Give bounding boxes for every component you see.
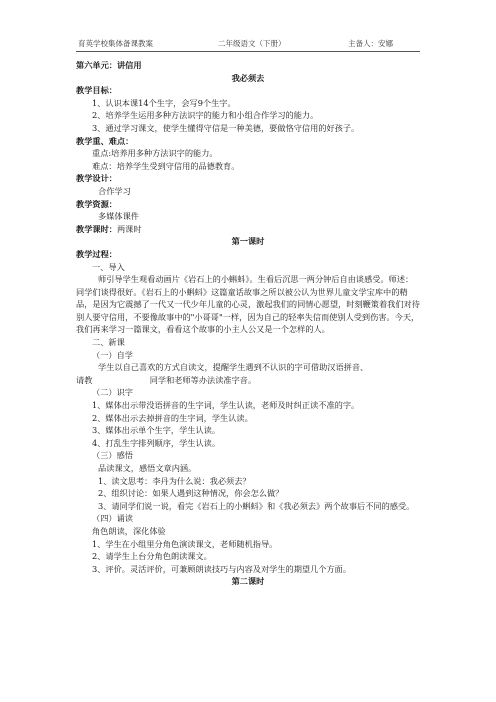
goal-item: 3、通过学习课文，使学生懂得守信是一种美德，要做恪守信用的好孩子。 bbox=[92, 122, 360, 133]
periods-label: 教学课时： bbox=[76, 223, 117, 234]
process-heading: 教学过程： bbox=[76, 248, 117, 259]
unit-title: 第六单元：讲信用 bbox=[76, 60, 142, 70]
goals-heading: 教学目标： bbox=[76, 85, 117, 96]
literacy-item: 1、媒体出示带没语拼音的生字词，学生认读，老师及时纠正读不准的字。 bbox=[92, 400, 360, 411]
lesson-title: 我必须去 bbox=[231, 72, 265, 83]
intro-heading: 一、导入 bbox=[92, 261, 125, 272]
goal-item: 2、培养学生运用多种方法识字的能力和小组合作学习的能力。 bbox=[92, 110, 319, 121]
header-school: 育英学校集体备课教案 bbox=[78, 39, 153, 48]
self-study-heading: （一）自学 bbox=[92, 349, 133, 360]
literacy-item: 2、媒体出示去掉拼音的生字词，学生认读。 bbox=[92, 412, 253, 423]
intro-paragraph: 师引导学生观看动画片《岩石上的小蝌蚪》。生看后沉思一两分钟后自由谈感受。师述：同学们谈得很好。《岩石上的小蝌蚪》这篇童话故事之所以被公认为世界儿童文学宝库中的精品，是因为它震撼了一代又一代少年儿童的心灵，激起我们的同情心愿望，时刻鞭策着我们对待别人要守信用，不要像故事中的"小哥哥"一样，因为自己的轻率失信而使别人受到伤害。今天，我们再来学习一篇课文，看看这个故事的小主人公又是一个怎样的人。 bbox=[76, 274, 420, 335]
self-study-text-cont: 请教 同学和老师等办法读准字音。 bbox=[76, 374, 257, 385]
literacy-heading: （二）识字 bbox=[92, 387, 133, 398]
key-points-heading: 教学重、难点： bbox=[76, 135, 134, 146]
read-heading: （四）诵读 bbox=[92, 513, 133, 524]
periods-line bbox=[76, 223, 420, 236]
read-item: 1、学生在小组里分角色演读课文，老师随机指导。 bbox=[92, 538, 278, 549]
design-content: 合作学习 bbox=[98, 185, 131, 196]
self-study-text: 学生以自己喜欢的方式自读文，提醒学生遇到不认识的字可借助汉语拼音、 bbox=[98, 362, 369, 373]
resources-content: 多媒体课件 bbox=[98, 211, 139, 222]
feel-item: 2、组织讨论：如果人遇到这种情况，你会怎么做？ bbox=[98, 488, 284, 499]
header-rule bbox=[76, 51, 420, 52]
header-subject: 二年级语文（下册） bbox=[218, 39, 286, 48]
header-preparer: 主备人：安娜 bbox=[348, 39, 393, 48]
feel-item: 3、请同学们说一说，看完《岩石上的小蝌蚪》和《我必须去》两个故事后不同的感受。 bbox=[98, 500, 415, 511]
read-item: 3、评价。灵活评价，可兼顾朗读技巧与内容及对学生的期望几个方面。 bbox=[92, 563, 352, 574]
new-lesson-heading: 二、新课 bbox=[92, 337, 125, 348]
feel-item: 1、读文思考：李丹为什么说：我必须去？ bbox=[98, 475, 251, 486]
document-body bbox=[76, 59, 420, 588]
literacy-item: 3、媒体出示单个生字，学生认读。 bbox=[92, 425, 221, 436]
read-intro: 角色朗读，深化体验 bbox=[92, 525, 166, 536]
key-point: 重点:培养用多种方法识字的能力。 bbox=[92, 148, 218, 159]
page-header bbox=[78, 38, 418, 50]
design-heading: 教学设计： bbox=[76, 173, 117, 184]
goal-item: 1、认识本课14个生字，会写9个生字。 bbox=[92, 97, 236, 108]
read-item: 2、请学生上台分角色朗读课文。 bbox=[92, 551, 212, 562]
difficult-point: 难点：培养学生受到守信用的品德教育。 bbox=[92, 160, 240, 171]
period-2-title: 第二课时 bbox=[231, 576, 265, 587]
periods-value: 两课时 bbox=[116, 223, 142, 234]
feel-intro: 品读课文，感悟文章内涵。 bbox=[98, 463, 197, 473]
resources-heading: 教学资源： bbox=[76, 198, 117, 209]
period-1-title: 第一课时 bbox=[231, 236, 265, 247]
feel-heading: （三）感悟 bbox=[92, 450, 133, 461]
literacy-item: 4、打乱生字排列顺序，学生认读。 bbox=[92, 437, 221, 448]
